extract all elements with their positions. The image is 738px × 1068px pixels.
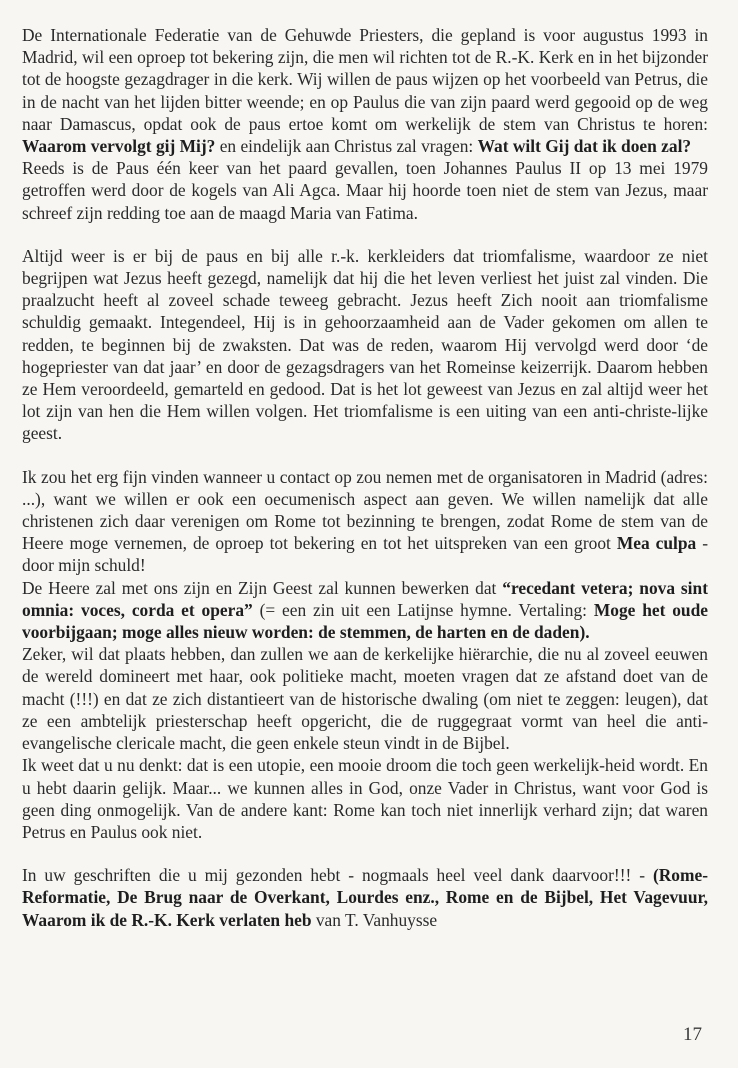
document-body (22, 24, 708, 931)
paragraph-writings-text: In uw geschriften die u mij gezonden hebt - nogmaals heel veel dank daarvoor!!! - (22, 865, 653, 886)
bold-translation: Moge het oude voorbijgaan; moge alles nieuw worden: de stemmen, de harten en de daden). (22, 599, 708, 643)
bold-question-persecute: Waarom vervolgt gij Mij? (22, 136, 216, 157)
paragraph-pope-fall: Reeds is de Paus één keer van het paard gevallen, toen Johannes Paulus II op 13 mei 1979 getroffen werd door de kogels van Ali Agca. Maar hij hoorde toen niet de stem van Jezus, maar schreef zijn redding toe aan de maagd Maria van Fatima. (22, 158, 708, 223)
paragraph-contact-text-2: - door mijn schuld! (22, 533, 709, 576)
paragraph-federation-text-2: en eindelijk aan Christus zal vragen: (215, 136, 478, 157)
paragraph-federation-text: De Internationale Federatie van de Gehuwde Priesters, die gepland is voor augustus 1993 in Madrid, wil een oproep tot bekering zijn, die men wil richten tot de R.-K. Kerk en in het bijzonder tot de hoogste gezagdrager in die kerk. Wij willen de paus wijzen op het voorbeeld van Petrus, die in de nacht van het lijden bitter weende; en op Paulus die van zijn paard werd gegooid op de weg naar Damascus, opdat ook de paus ertoe komt om werkelijk de stem van Christus te horen: (22, 25, 708, 134)
bold-question-what-to-do: Wat wilt Gij dat ik doen zal? (477, 136, 692, 157)
bold-mea-culpa: Mea culpa (616, 533, 697, 554)
paragraph-utopia: Ik weet dat u nu denkt: dat is een utopie, een mooie droom die toch geen werkelijk-heid wordt. En u hebt daarin gelijk. Maar... we kunnen alles in God, onze Vader in Christus, want voor God is geen ding onmogelijk. Van de andere kant: Rome kan toch niet innerlijk verhard zijn; dat waren Petrus en Paulus ook niet. (22, 755, 708, 842)
paragraph-contact-organizers (22, 466, 708, 577)
bold-book-titles: (Rome-Reformatie, De Brug naar de Overkant, Lourdes enz., Rome en de Bijbel, Het Vagevuur, Waarom ik de R.-K. Kerk verlaten heb (22, 865, 708, 930)
paragraph-writings (22, 864, 708, 931)
paragraph-hymn-text-2: (= een zin uit een Latijnse hymne. Vertaling: (252, 599, 594, 620)
bold-latin-quote: “recedant vetera; nova sint omnia: voces, corda et opera” (22, 577, 708, 620)
paragraph-hymn-text: De Heere zal met ons zijn en Zijn Geest zal kunnen bewerken dat (22, 577, 503, 598)
paragraph-contact-text: Ik zou het erg fijn vinden wanneer u contact op zou nemen met de organisatoren in Madrid (adres: ...), want we willen er ook een oecumenisch aspect aan geven. We willen namelijk dat alle christenen zich daar verenigen om Rome tot bezinning te brengen, zodat Rome de stem van de Heere moge vernemen, de oproep tot bekering en tot het uitspreken van een groot (22, 466, 708, 554)
paragraph-triumphalism: Altijd weer is er bij de paus en bij alle r.-k. kerkleiders dat triomfalisme, waardoor ze niet begrijpen wat Jezus heeft gezegd, namelijk dat hij die het leven verliest het juist zal vinden. Die praalzucht heeft al zoveel schade teweeg gebracht. Jezus heeft Zich nooit aan triomfalisme schuldig gemaakt. Integendeel, Hij is in gehoorzaamheid aan de Vader gekomen om allen te redden, te beginnen bij de zwaksten. Dat was de reden, waarom Hij vervolgd werd door ‘de hogepriester van dat jaar’ en door de gezagsdragers van het Romeinse keizerrijk. Daarom hebben ze Hem veroordeeld, gemarteld en gedood. Dat is het lot geweest van Jezus en zal altijd weer het lot zijn van hen die Hem willen volgen. Het triomfalisme is een uiting van een anti-christe-lijke geest. (22, 245, 708, 444)
paragraph-hierarchy: Zeker, wil dat plaats hebben, dan zullen we aan de kerkelijke hiërarchie, die nu al zoveel eeuwen de wereld domineert met haar, ook politieke macht, moeten vragen dat ze afstand doet van de macht (!!!) en dat ze zich distantieert van de historische dwaling (om niet te zeggen: leugen), dat ze een ambtelijk priesterschap heeft opgericht, die de ruggegraat vormt van heel die anti-evangelische clericale macht, die geen enkele steun vindt in de Bijbel. (22, 644, 708, 754)
paragraph-federation (22, 24, 708, 157)
page-number: 17 (683, 1024, 702, 1045)
paragraph-writings-author: van T. Vanhuysse (311, 909, 438, 930)
paragraph-latin-hymn (22, 577, 708, 644)
